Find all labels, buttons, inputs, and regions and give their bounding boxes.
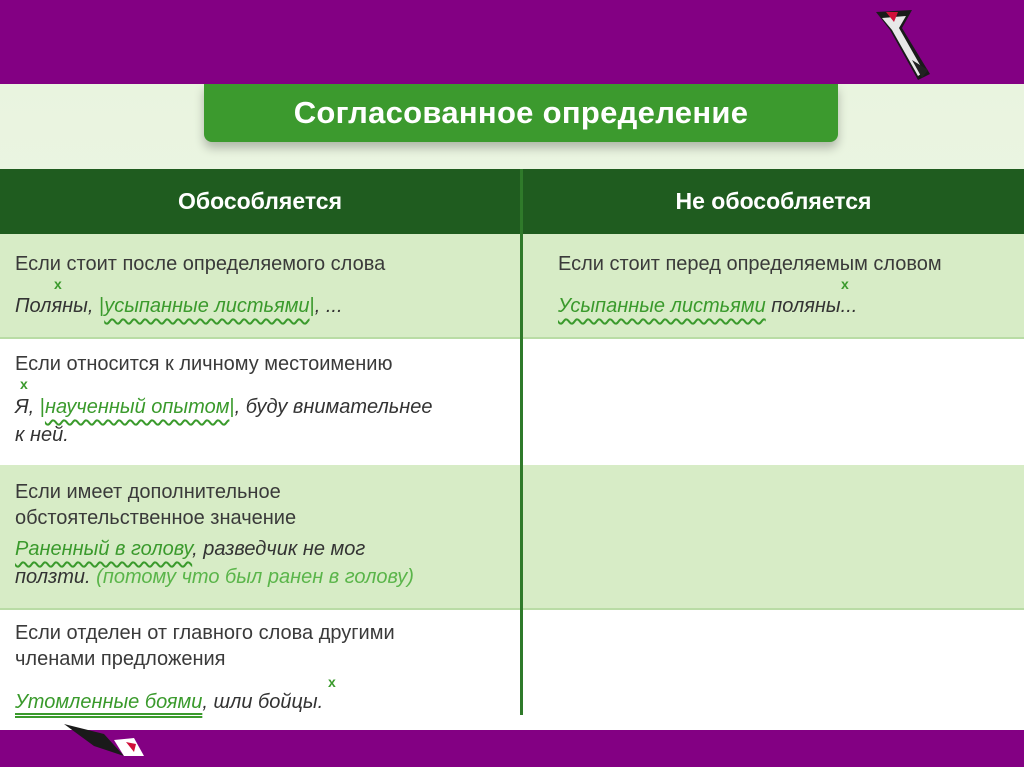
omission-mark: x <box>841 276 849 292</box>
slide-content <box>0 84 1024 730</box>
example-text: Раненный в голову, разведчик не мог ползти. (потому что был ранен в голову) <box>15 538 414 588</box>
omission-mark: x <box>20 376 28 392</box>
omission-mark: x <box>54 276 62 292</box>
table-row <box>0 610 1024 730</box>
rule-text: Если стоит перед определяемым словом <box>558 253 942 275</box>
example-text: Я, |наученный опытом|, буду внимательнее к ней. <box>15 396 433 446</box>
cell-right <box>523 234 1024 337</box>
omission-mark: x <box>328 674 336 690</box>
cell-right-empty <box>523 465 1024 608</box>
corner-ornament-icon <box>872 8 934 82</box>
table-row <box>0 465 1024 608</box>
example-text: Усыпанные листьями поляны... <box>558 295 858 317</box>
header-isolated: Обособляется <box>177 188 342 214</box>
top-frame-bar <box>0 0 1024 84</box>
explanation-note: (потому что был ранен в голову) <box>96 566 414 588</box>
cell-right-empty <box>523 610 1024 730</box>
cell-left <box>0 610 520 730</box>
rule-text: Если стоит после определяемого слова <box>15 253 386 275</box>
cell-left <box>0 234 520 337</box>
table-row <box>0 339 1024 465</box>
bottom-ornament-icon <box>64 720 154 760</box>
cell-left <box>0 465 520 608</box>
table-header <box>0 169 1024 234</box>
rule-text: Если имеет дополнительное обстоятельственное значение <box>15 481 297 529</box>
page-title: Согласованное определение <box>293 95 749 130</box>
example-text: Утомленные боями, шли бойцы. <box>15 691 324 713</box>
cell-right-empty <box>523 339 1024 465</box>
header-not-isolated: Не обособляется <box>675 188 872 214</box>
title-banner <box>204 84 838 142</box>
rule-text: Если отделен от главного слова другими членами предложения <box>15 622 395 670</box>
example-text: Поляны, |усыпанные листьями|, ... <box>15 295 343 317</box>
cell-left <box>0 339 520 465</box>
column-divider <box>520 169 523 715</box>
rule-text: Если относится к личному местоимению <box>15 353 393 375</box>
table-row <box>0 234 1024 337</box>
